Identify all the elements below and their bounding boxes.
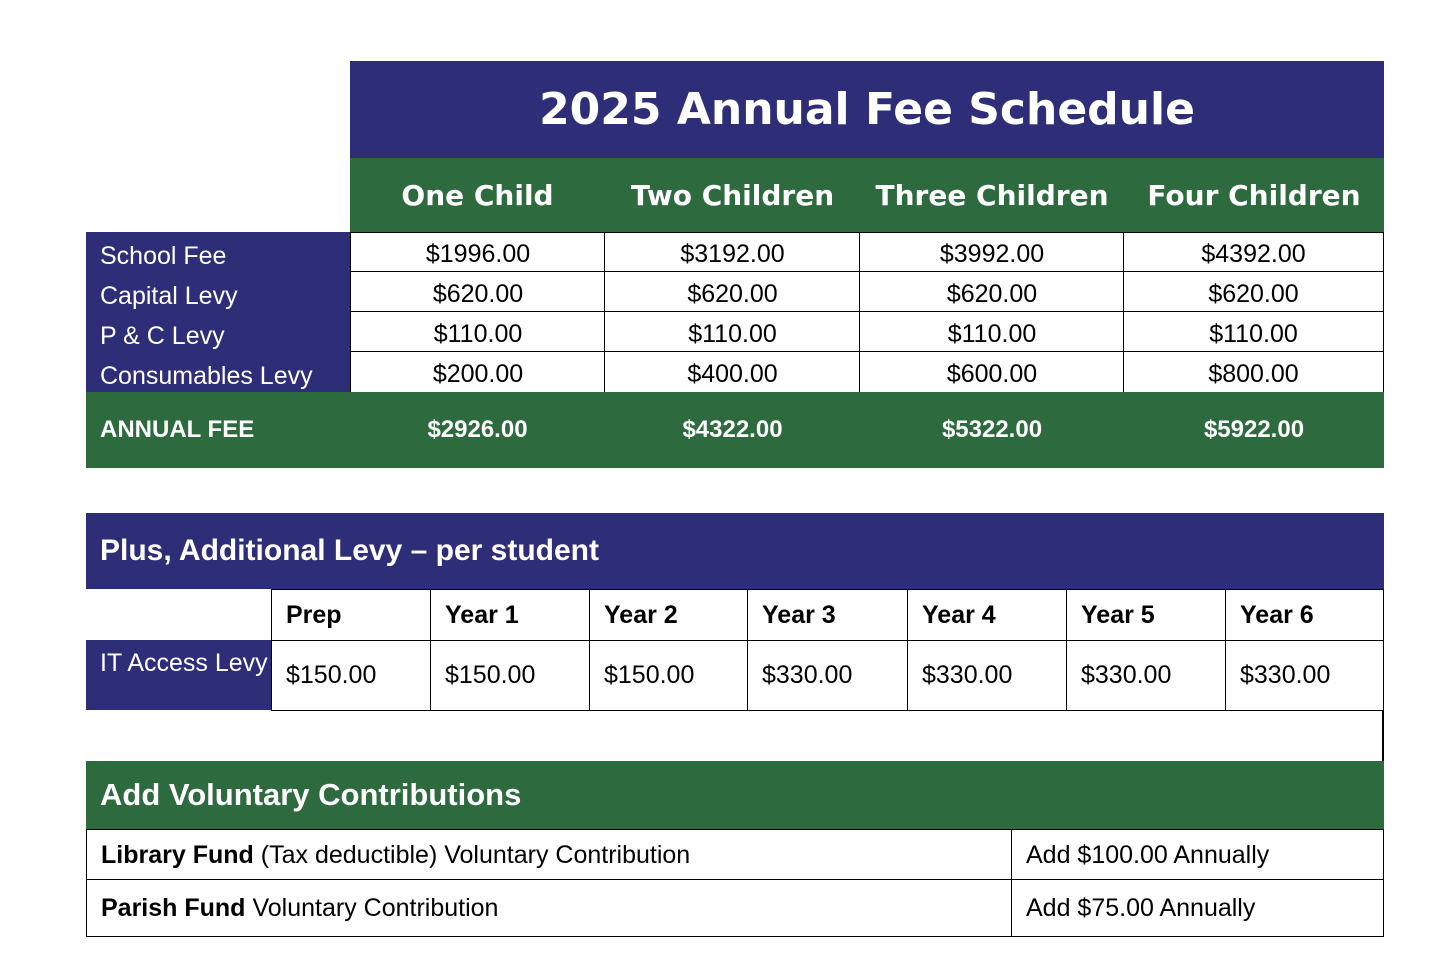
contribution-row-parish [86,879,1012,937]
row-label-consumables-levy: Consumables Levy [100,361,313,390]
fee-cell: $1996.00 [350,232,606,273]
column-header-two-children: Two Children [605,158,860,232]
it-levy-cell: $330.00 [747,640,908,711]
year-header-year-5: Year 5 [1066,589,1226,641]
fee-cell: $110.00 [1123,311,1384,353]
fee-cell: $3992.00 [859,232,1125,273]
fee-cell: $600.00 [859,351,1125,393]
contribution-description: (Tax deductible) Voluntary Contribution [260,840,691,869]
it-levy-cell: $150.00 [271,640,431,711]
column-header-three-children: Three Children [860,158,1124,232]
column-header-one-child: One Child [350,158,605,232]
column-header-four-children: Four Children [1124,158,1384,232]
fee-cell: $620.00 [350,271,606,313]
fee-schedule-title: 2025 Annual Fee Schedule [350,61,1384,158]
fee-cell: $800.00 [1123,351,1384,393]
fee-row-labels [86,232,350,392]
contribution-description: Voluntary Contribution [252,893,499,922]
row-label-pc-levy: P & C Levy [100,321,225,350]
row-label-capital-levy: Capital Levy [100,281,238,310]
fee-cell: $4392.00 [1123,232,1384,273]
row-label-school-fee: School Fee [100,241,227,270]
year-header-year-6: Year 6 [1225,589,1384,641]
annual-fee-row [86,392,1384,468]
annual-fee-value: $5322.00 [941,416,1043,443]
it-access-levy-label: IT Access Levy [86,640,272,710]
fee-cell: $3192.00 [604,232,861,273]
it-levy-cell: $330.00 [1225,640,1384,711]
year-header-year-3: Year 3 [747,589,908,641]
fee-cell: $400.00 [604,351,861,393]
it-levy-cell: $150.00 [430,640,590,711]
year-header-year-1: Year 1 [430,589,590,641]
fee-cell: $620.00 [859,271,1125,313]
it-levy-cell: $330.00 [1066,640,1226,711]
year-header-prep: Prep [271,589,431,641]
contribution-name: Library Fund [101,840,254,869]
contribution-amount: Add $75.00 Annually [1011,879,1384,937]
fee-cell: $620.00 [1123,271,1384,313]
additional-levy-title: Plus, Additional Levy – per student [86,513,1384,589]
year-header-year-4: Year 4 [907,589,1067,641]
annual-fee-value: $5922.00 [1203,416,1305,443]
voluntary-contributions-title: Add Voluntary Contributions [86,761,1384,829]
annual-fee-label: ANNUAL FEE [100,416,255,443]
contribution-name: Parish Fund [101,893,246,922]
annual-fee-value: $2926.00 [427,416,528,443]
fee-cell: $110.00 [859,311,1125,353]
fee-cell: $110.00 [350,311,606,353]
contribution-amount: Add $100.00 Annually [1011,829,1384,881]
it-levy-cell: $330.00 [907,640,1067,711]
fee-cell: $620.00 [604,271,861,313]
year-header-year-2: Year 2 [589,589,748,641]
fee-cell: $200.00 [350,351,606,393]
it-levy-cell: $150.00 [589,640,748,711]
fee-cell: $110.00 [604,311,861,353]
annual-fee-value: $4322.00 [682,416,783,443]
table-border-line [1382,710,1384,761]
contribution-row-library [86,829,1012,881]
